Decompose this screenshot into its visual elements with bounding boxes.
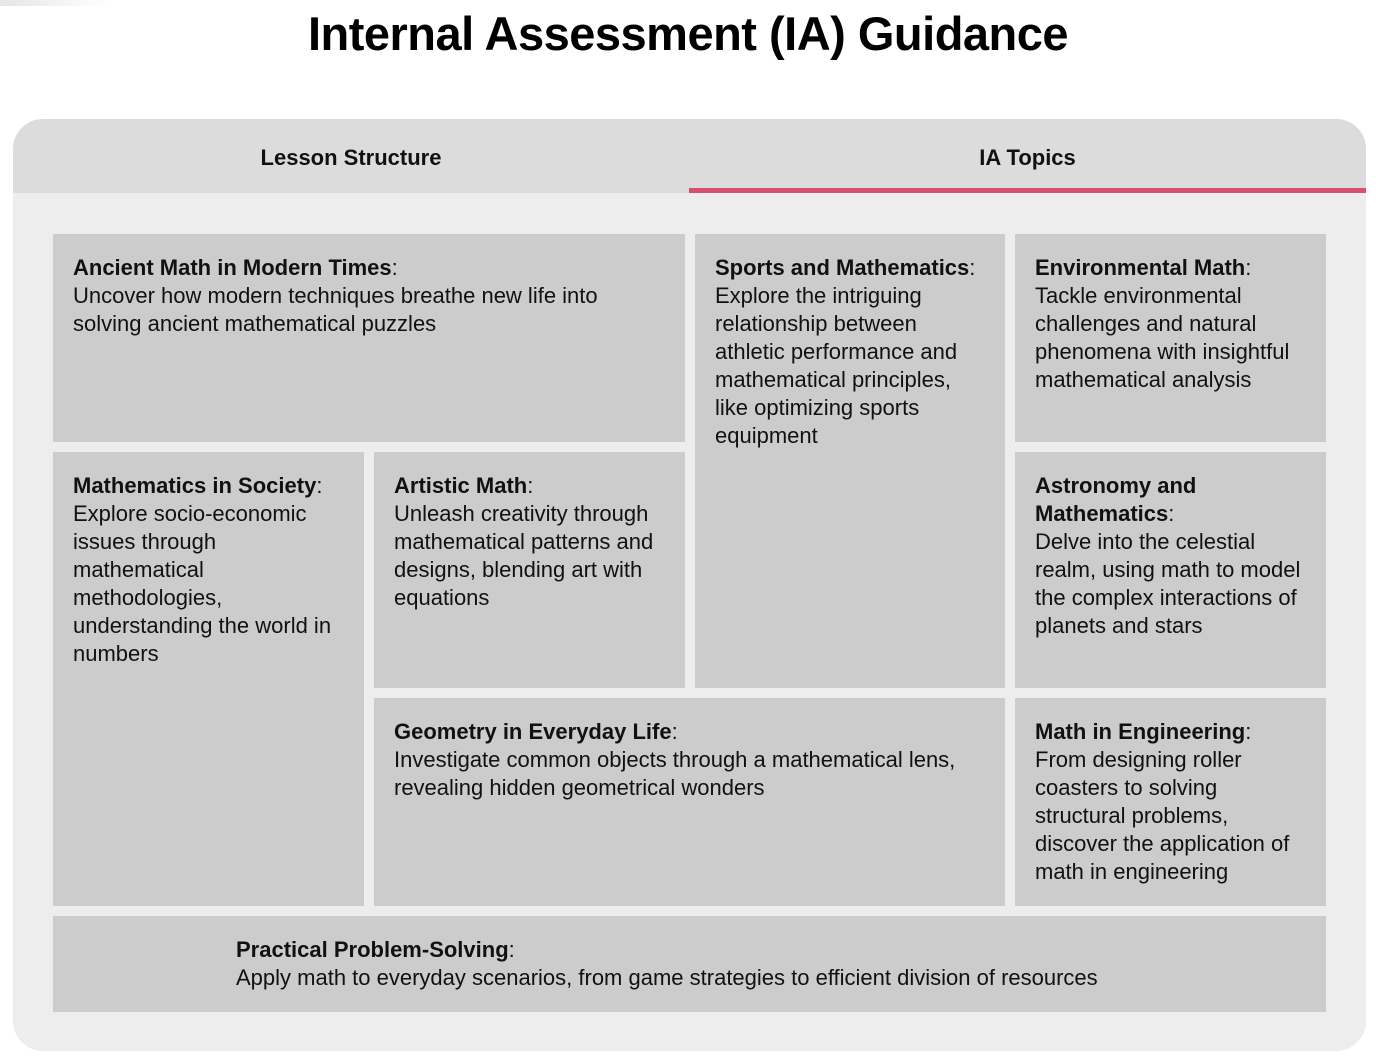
colon: : — [671, 719, 678, 744]
colon: : — [1245, 719, 1252, 744]
topic-description: Unleash creativity through mathematical patterns and designs, blending art with equations — [394, 501, 654, 610]
topic-title: Math in Engineering — [1035, 719, 1246, 744]
topic-title: Artistic Math — [394, 473, 528, 498]
topic-description: Investigate common objects through a mathematical lens, revealing hidden geometrical wonders — [394, 747, 956, 800]
colon: : — [1168, 501, 1175, 526]
page-title: Internal Assessment (IA) Guidance — [307, 7, 1069, 60]
topic-description: Apply math to everyday scenarios, from game strategies to efficient division of resources — [236, 965, 1098, 990]
topic-title: Mathematics in Society — [73, 473, 317, 498]
topic-description: Explore socio-economic issues through mathematical methodologies, understanding the world in numbers — [73, 501, 332, 666]
colon: : — [969, 255, 976, 280]
topic-card-astronomy-math[interactable] — [1015, 452, 1326, 688]
topic-title: Geometry in Everyday Life — [394, 719, 672, 744]
topic-card-sports-math[interactable] — [695, 234, 1005, 688]
topic-card-environmental-math[interactable] — [1015, 234, 1326, 442]
topic-description: Explore the intriguing relationship between athletic performance and mathematical principles, like optimizing sports equipment — [715, 283, 958, 448]
colon: : — [316, 473, 323, 498]
colon: : — [1245, 255, 1252, 280]
topic-card-geometry[interactable] — [374, 698, 1005, 906]
topic-card-math-in-society[interactable] — [53, 452, 364, 906]
tab-bar — [13, 119, 1366, 193]
tab-lesson-structure[interactable]: Lesson Structure — [260, 145, 442, 170]
topic-card-engineering[interactable] — [1015, 698, 1326, 906]
topic-title: Practical Problem-Solving — [236, 937, 509, 962]
tab-ia-topics[interactable]: IA Topics — [689, 119, 1366, 193]
topic-card-practical[interactable] — [53, 916, 1326, 1012]
topic-description: Delve into the celestial realm, using math to model the complex interactions of planets and stars — [1035, 529, 1301, 638]
topic-description: From designing roller coasters to solving structural problems, discover the application of math in engineering — [1035, 747, 1290, 884]
topic-description: Uncover how modern techniques breathe new life into solving ancient mathematical puzzles — [73, 283, 598, 336]
topic-title: Environmental Math — [1035, 255, 1246, 280]
topic-description: Tackle environmental challenges and natural phenomena with insightful mathematical analysis — [1035, 283, 1290, 392]
active-tab-indicator — [689, 188, 1366, 193]
topic-title: Astronomy and Mathematics — [1035, 473, 1197, 526]
colon: : — [508, 937, 515, 962]
topic-title: Sports and Mathematics — [715, 255, 970, 280]
topic-card-artistic-math[interactable] — [374, 452, 685, 688]
colon: : — [527, 473, 534, 498]
topic-card-ancient-math[interactable] — [53, 234, 685, 442]
tabs-panel — [13, 119, 1366, 1051]
topic-title: Ancient Math in Modern Times — [73, 255, 392, 280]
colon: : — [391, 255, 398, 280]
